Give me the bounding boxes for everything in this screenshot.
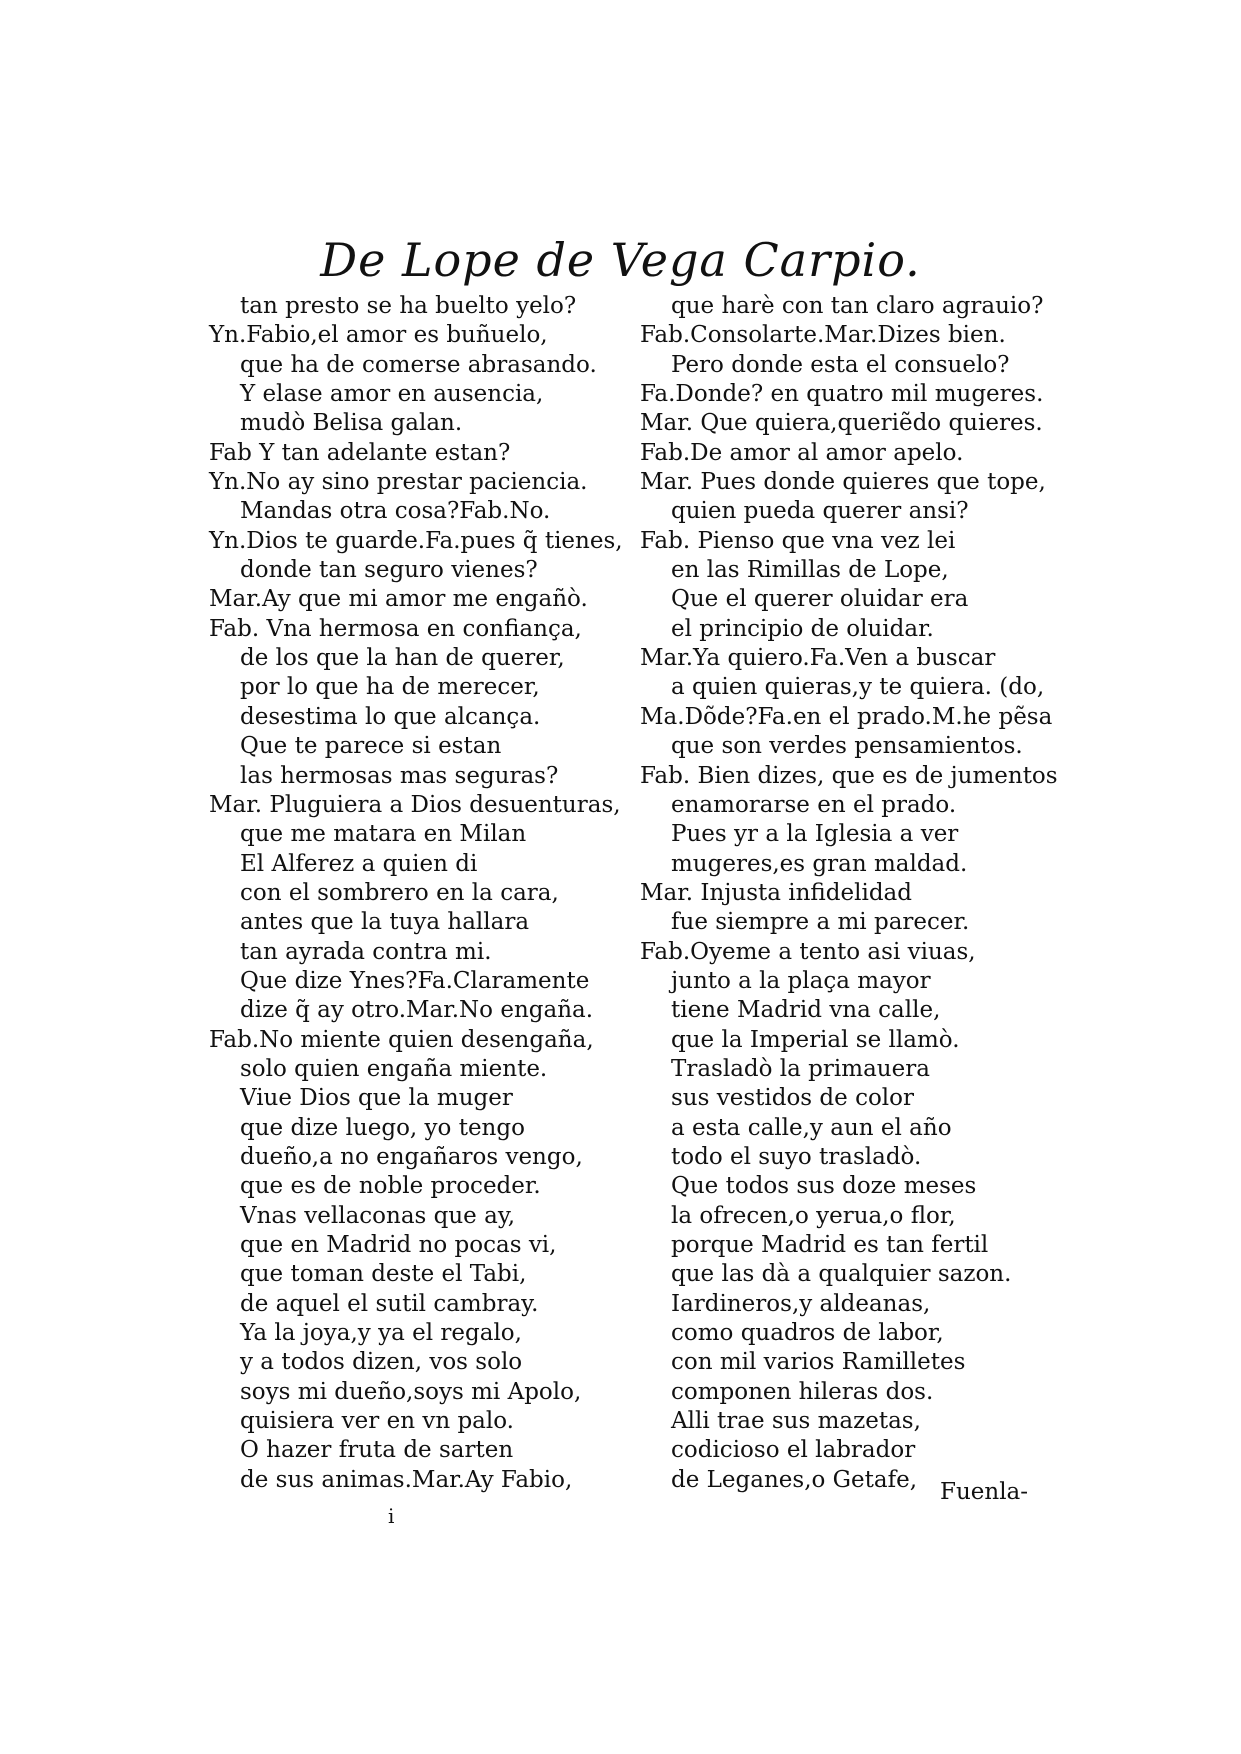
right-column bbox=[640, 292, 1060, 1495]
verse-line: Mar. Pluguiera a Dios desuenturas, bbox=[209, 791, 621, 818]
verse-line: quisiera ver en vn palo. bbox=[240, 1408, 514, 1435]
signature-mark: i bbox=[388, 1504, 395, 1528]
verse-line: codicioso el labrador bbox=[671, 1437, 916, 1464]
verse-line: Fab.De amor al amor apelo. bbox=[640, 439, 964, 466]
verse-line: de los que la han de querer, bbox=[240, 645, 565, 672]
verse-line: dueño,a no engañaros vengo, bbox=[240, 1143, 583, 1170]
verse-line: Mar.Ya quiero.Fa.Ven a buscar bbox=[640, 645, 996, 672]
verse-line: que dize luego, yo tengo bbox=[240, 1114, 525, 1141]
verse-line: Yn.Fabio,el amor es buñuelo, bbox=[209, 322, 548, 349]
verse-line: Yn.No ay sino prestar paciencia. bbox=[209, 469, 588, 496]
left-column bbox=[209, 292, 629, 1495]
verse-line: Que te parece si estan bbox=[240, 733, 502, 760]
verse-line: fue siempre a mi parecer. bbox=[671, 909, 970, 936]
verse-line: Pero donde esta el consuelo? bbox=[671, 351, 1010, 378]
verse-line: junto a la plaça mayor bbox=[671, 967, 931, 994]
verse-line: la ofrecen,o yerua,o flor, bbox=[671, 1202, 956, 1229]
verse-line: Mar. Injusta infidelidad bbox=[640, 879, 912, 906]
verse-line: mugeres,es gran maldad. bbox=[671, 850, 968, 877]
verse-line: todo el suyo trasladò. bbox=[671, 1143, 922, 1170]
verse-line: Iardineros,y aldeanas, bbox=[671, 1290, 931, 1317]
verse-line: Fab.No miente quien desengaña, bbox=[209, 1026, 594, 1053]
verse-line: Mar. Pues donde quieres que tope, bbox=[640, 469, 1046, 496]
verse-line: de sus animas.Mar.Ay Fabio, bbox=[240, 1466, 573, 1493]
verse-line: por lo que ha de merecer, bbox=[240, 674, 540, 701]
verse-line: que las dà a qualquier sazon. bbox=[671, 1261, 1012, 1288]
verse-line: tiene Madrid vna calle, bbox=[671, 997, 941, 1024]
verse-line: desestima lo que alcança. bbox=[240, 703, 541, 730]
verse-line: que toman deste el Tabi, bbox=[240, 1261, 527, 1288]
verse-line: de aquel el sutil cambray. bbox=[240, 1290, 539, 1317]
verse-line: Fab.Consolarte.Mar.Dizes bien. bbox=[640, 322, 1006, 349]
verse-line: el principio de oluidar. bbox=[671, 615, 934, 642]
verse-line: que harè con tan claro agrauio? bbox=[671, 293, 1044, 319]
catchword: Fuenla- bbox=[940, 1479, 1029, 1505]
verse-line: Fab.Oyeme a tento asi viuas, bbox=[640, 938, 976, 965]
verse-line: soys mi dueño,soys mi Apolo, bbox=[240, 1378, 582, 1405]
verse-line: quien pueda querer ansi? bbox=[671, 498, 969, 525]
verse-line: Mar.Ay que mi amor me engañò. bbox=[209, 586, 588, 613]
verse-line: de Leganes,o Getafe, bbox=[671, 1466, 918, 1493]
verse-line: con el sombrero en la cara, bbox=[240, 879, 559, 906]
verse-line: Ya la joya,y ya el regalo, bbox=[240, 1320, 522, 1347]
verse-line: a quien quieras,y te quiera. (do, bbox=[671, 674, 1045, 701]
verse-line: Mandas otra cosa?Fab.No. bbox=[240, 498, 551, 525]
verse-line: componen hileras dos. bbox=[671, 1378, 934, 1405]
verse-line: porque Madrid es tan fertil bbox=[671, 1232, 989, 1258]
verse-line: que me matara en Milan bbox=[240, 821, 527, 848]
verse-line: enamorarse en el prado. bbox=[671, 791, 957, 818]
verse-line: Trasladò la primauera bbox=[671, 1055, 930, 1082]
verse-line: en las Rimillas de Lope, bbox=[671, 557, 949, 584]
verse-line: que en Madrid no pocas vi, bbox=[240, 1232, 557, 1258]
verse-line: que ha de comerse abrasando. bbox=[240, 351, 597, 378]
verse-line: antes que la tuya hallara bbox=[240, 909, 530, 936]
verse-line: Vnas vellaconas que ay, bbox=[240, 1202, 516, 1229]
verse-line: como quadros de labor, bbox=[671, 1320, 944, 1347]
verse-line: que es de noble proceder. bbox=[240, 1173, 541, 1200]
verse-line: a esta calle,y aun el año bbox=[671, 1114, 952, 1141]
verse-line: Fa.Donde? en quatro mil mugeres. bbox=[640, 381, 1044, 408]
verse-line: Que el querer oluidar era bbox=[671, 586, 969, 613]
verse-line: solo quien engaña miente. bbox=[240, 1055, 548, 1082]
verse-line: tan ayrada contra mi. bbox=[240, 938, 492, 965]
verse-line: Fab. Pienso que vna vez lei bbox=[640, 527, 956, 554]
verse-line: y a todos dizen, vos solo bbox=[240, 1349, 523, 1376]
verse-line: Que dize Ynes?Fa.Claramente bbox=[240, 967, 590, 994]
verse-line: que son verdes pensamientos. bbox=[671, 733, 1023, 760]
verse-line: las hermosas mas seguras? bbox=[240, 762, 559, 789]
verse-line: con mil varios Ramilletes bbox=[671, 1349, 966, 1376]
verse-line: dize q̃ ay otro.Mar.No engaña. bbox=[240, 997, 594, 1024]
verse-line: Yn.Dios te guarde.Fa.pues q̃ tienes, bbox=[209, 527, 623, 554]
verse-line: que la Imperial se llamò. bbox=[671, 1026, 960, 1053]
verse-line: Mar. Que quiera,queriẽdo quieres. bbox=[640, 410, 1043, 437]
verse-line: O hazer fruta de sarten bbox=[240, 1437, 514, 1464]
running-head: De Lope de Vega Carpio. bbox=[320, 233, 921, 287]
verse-line: Fab Y tan adelante estan? bbox=[209, 439, 511, 466]
verse-line: mudò Belisa galan. bbox=[240, 410, 463, 437]
verse-line: Que todos sus doze meses bbox=[671, 1173, 977, 1200]
verse-line: tan presto se ha buelto yelo? bbox=[240, 293, 577, 319]
verse-line: El Alferez a quien di bbox=[240, 850, 478, 877]
verse-line: sus vestidos de color bbox=[671, 1085, 914, 1112]
verse-line: Fab. Vna hermosa en confiança, bbox=[209, 615, 582, 642]
verse-line: donde tan seguro vienes? bbox=[240, 557, 538, 584]
verse-line: Ma.Dõde?Fa.en el prado.M.he pẽsa bbox=[640, 703, 1053, 730]
verse-line: Pues yr a la Iglesia a ver bbox=[671, 821, 959, 848]
verse-line: Alli trae sus mazetas, bbox=[671, 1408, 921, 1435]
verse-line: Fab. Bien dizes, que es de jumentos bbox=[640, 762, 1058, 789]
verse-line: Y elase amor en ausencia, bbox=[240, 381, 544, 408]
verse-line: Viue Dios que la muger bbox=[240, 1085, 513, 1112]
